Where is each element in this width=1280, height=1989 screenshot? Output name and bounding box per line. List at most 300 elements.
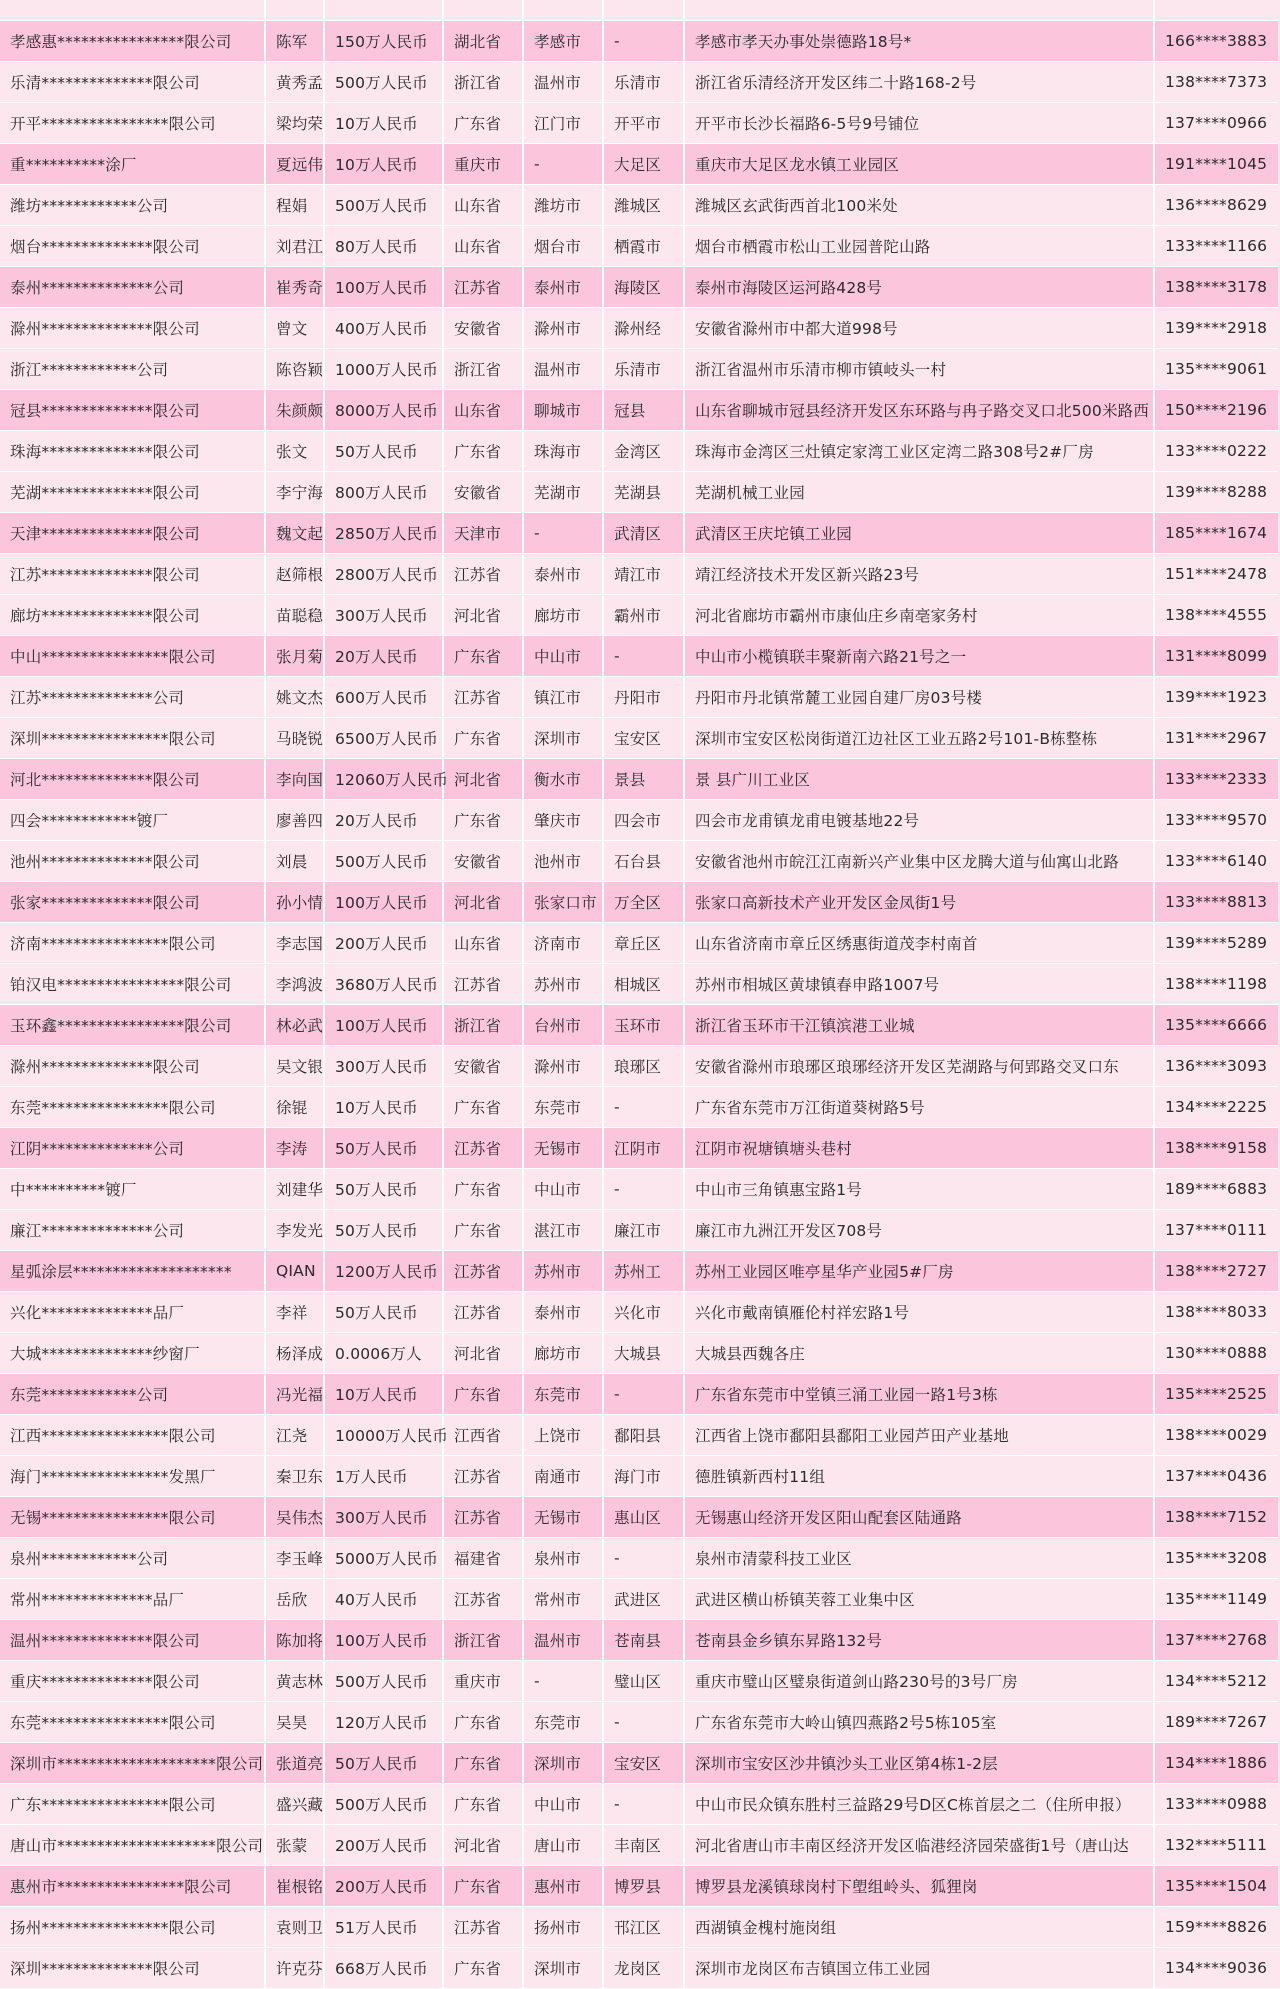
registered-capital-cell: 600万人民币 [324, 677, 443, 718]
province-cell: 安徽省 [443, 1046, 523, 1087]
contact-cell: 朱颜颇 [265, 390, 324, 431]
district-cell: 靖江市 [603, 554, 684, 595]
city-cell: 台州市 [523, 1005, 603, 1046]
table-row [0, 1743, 1280, 1784]
table-row [0, 308, 1280, 349]
address-cell: 重庆市璧山区璧泉街道剑山路230号的3号厂房 [684, 1661, 1154, 1702]
company-name-cell: 孝感惠****************限公司 [0, 21, 265, 62]
company-name-cell: 铂汉电****************限公司 [0, 964, 265, 1005]
table-row [0, 431, 1280, 472]
phone-cell: 133****0222 [1154, 431, 1280, 472]
address-cell: 广东省东莞市中堂镇三涌工业园一路1号3栋 [684, 1374, 1154, 1415]
city-cell: 无锡市 [523, 1497, 603, 1538]
company-name-cell: 东莞****************限公司 [0, 1702, 265, 1743]
table-row [0, 759, 1280, 800]
registered-capital-cell: 1200万人民币 [324, 1251, 443, 1292]
registered-capital-cell: 50万人民币 [324, 1128, 443, 1169]
table-row [0, 1825, 1280, 1866]
district-cell: - [603, 1538, 684, 1579]
table-row [0, 513, 1280, 554]
district-cell: - [603, 1784, 684, 1825]
phone-cell: 137****0436 [1154, 1456, 1280, 1497]
city-cell: 济南市 [523, 923, 603, 964]
phone-cell: 134****1886 [1154, 1743, 1280, 1784]
province-cell: 广东省 [443, 1087, 523, 1128]
registered-capital-cell: 500万人民币 [324, 185, 443, 226]
city-cell: 肇庆市 [523, 800, 603, 841]
phone-cell: 138****3178 [1154, 267, 1280, 308]
company-name-cell: 泰州**************公司 [0, 267, 265, 308]
phone-cell: 133****8813 [1154, 882, 1280, 923]
phone-cell: 138****8033 [1154, 1292, 1280, 1333]
table-row [0, 1538, 1280, 1579]
contact-cell: 李鸿波 [265, 964, 324, 1005]
district-cell [603, 0, 684, 21]
registered-capital-cell: 5000万人民币 [324, 1538, 443, 1579]
province-cell: 广东省 [443, 1866, 523, 1907]
province-cell: 河北省 [443, 1333, 523, 1374]
address-cell: 江阴市祝塘镇塘头巷村 [684, 1128, 1154, 1169]
phone-cell: 134****5212 [1154, 1661, 1280, 1702]
table-row [0, 349, 1280, 390]
city-cell: 扬州市 [523, 1907, 603, 1948]
company-name-cell: 深圳****************限公司 [0, 718, 265, 759]
province-cell: 江苏省 [443, 1251, 523, 1292]
city-cell: 温州市 [523, 62, 603, 103]
contact-cell: 李涛 [265, 1128, 324, 1169]
table-row [0, 1661, 1280, 1702]
province-cell: 江苏省 [443, 1907, 523, 1948]
province-cell: 浙江省 [443, 62, 523, 103]
city-cell [523, 0, 603, 21]
address-cell: 德胜镇新西村11组 [684, 1456, 1154, 1497]
contact-cell: 廖善四 [265, 800, 324, 841]
province-cell: 广东省 [443, 800, 523, 841]
phone-cell: 185****1674 [1154, 513, 1280, 554]
city-cell: 聊城市 [523, 390, 603, 431]
table-row [0, 1784, 1280, 1825]
company-name-cell: 河北**************限公司 [0, 759, 265, 800]
city-cell: 温州市 [523, 1620, 603, 1661]
province-cell: 江苏省 [443, 964, 523, 1005]
address-cell: 泉州市清蒙科技工业区 [684, 1538, 1154, 1579]
registered-capital-cell: 500万人民币 [324, 841, 443, 882]
city-cell: 廊坊市 [523, 595, 603, 636]
city-cell: 湛江市 [523, 1210, 603, 1251]
district-cell: 大足区 [603, 144, 684, 185]
phone-cell: 135****3208 [1154, 1538, 1280, 1579]
city-cell: 上饶市 [523, 1415, 603, 1456]
contact-cell: 陈咨颖 [265, 349, 324, 390]
registered-capital-cell: 8000万人民币 [324, 390, 443, 431]
contact-cell: 张月菊 [265, 636, 324, 677]
district-cell: - [603, 1374, 684, 1415]
address-cell: 安徽省滁州市琅琊区琅琊经济开发区芜湖路与何郢路交叉口东 [684, 1046, 1154, 1087]
phone-cell: 137****0111 [1154, 1210, 1280, 1251]
contact-cell: 马晓锐 [265, 718, 324, 759]
address-cell: 中山市小榄镇联丰聚新南六路21号之一 [684, 636, 1154, 677]
phone-cell: 139****8288 [1154, 472, 1280, 513]
district-cell: 琅琊区 [603, 1046, 684, 1087]
contact-cell: 冯光福 [265, 1374, 324, 1415]
registered-capital-cell: 50万人民币 [324, 1292, 443, 1333]
province-cell: 河北省 [443, 759, 523, 800]
province-cell: 广东省 [443, 103, 523, 144]
city-cell: 中山市 [523, 1784, 603, 1825]
district-cell: 金湾区 [603, 431, 684, 472]
phone-cell: 137****0966 [1154, 103, 1280, 144]
registered-capital-cell: 10万人民币 [324, 1374, 443, 1415]
contact-cell: 李玉峰 [265, 1538, 324, 1579]
company-name-cell: 廉江**************公司 [0, 1210, 265, 1251]
district-cell: 玉环市 [603, 1005, 684, 1046]
address-cell: 芜湖机械工业园 [684, 472, 1154, 513]
registered-capital-cell: 40万人民币 [324, 1579, 443, 1620]
phone-cell: 136****8629 [1154, 185, 1280, 226]
table-row [0, 718, 1280, 759]
city-cell: 衡水市 [523, 759, 603, 800]
company-name-cell: 济南****************限公司 [0, 923, 265, 964]
contact-cell: 袁则卫 [265, 1907, 324, 1948]
company-name-cell: 四会************镀厂 [0, 800, 265, 841]
phone-cell: 135****1149 [1154, 1579, 1280, 1620]
district-cell: 丹阳市 [603, 677, 684, 718]
table-row [0, 1579, 1280, 1620]
district-cell: 龙岗区 [603, 1948, 684, 1989]
company-name-cell: 中**********镀厂 [0, 1169, 265, 1210]
contact-cell: 孙小情 [265, 882, 324, 923]
address-cell: 开平市长沙长福路6-5号9号铺位 [684, 103, 1154, 144]
table-row [0, 1333, 1280, 1374]
address-cell: 苍南县金乡镇东昇路132号 [684, 1620, 1154, 1661]
address-cell: 安徽省池州市皖江江南新兴产业集中区龙腾大道与仙寓山北路 [684, 841, 1154, 882]
province-cell: 天津市 [443, 513, 523, 554]
city-cell: 深圳市 [523, 1948, 603, 1989]
registered-capital-cell: 150万人民币 [324, 21, 443, 62]
city-cell: 中山市 [523, 1169, 603, 1210]
phone-cell: 139****1923 [1154, 677, 1280, 718]
phone-cell: 138****9158 [1154, 1128, 1280, 1169]
province-cell: 福建省 [443, 1538, 523, 1579]
company-name-cell: 江苏**************公司 [0, 677, 265, 718]
company-name-cell: 惠州市****************限公司 [0, 1866, 265, 1907]
contact-cell: 李向国 [265, 759, 324, 800]
district-cell: 相城区 [603, 964, 684, 1005]
address-cell: 深圳市龙岗区布吉镇国立伟工业园 [684, 1948, 1154, 1989]
address-cell: 中山市三角镇惠宝路1号 [684, 1169, 1154, 1210]
company-name-cell: 东莞****************限公司 [0, 1087, 265, 1128]
province-cell: 浙江省 [443, 1005, 523, 1046]
province-cell: 浙江省 [443, 1620, 523, 1661]
contact-cell: 江尧 [265, 1415, 324, 1456]
phone-cell: 131****2967 [1154, 718, 1280, 759]
city-cell: 唐山市 [523, 1825, 603, 1866]
table-row [0, 1210, 1280, 1251]
table-row [0, 0, 1280, 21]
company-name-cell: 开平****************限公司 [0, 103, 265, 144]
company-name-cell: 中山****************限公司 [0, 636, 265, 677]
registered-capital-cell: 1000万人民币 [324, 349, 443, 390]
district-cell: - [603, 636, 684, 677]
city-cell: 孝感市 [523, 21, 603, 62]
registered-capital-cell: 400万人民币 [324, 308, 443, 349]
company-name-cell: 冠县**************限公司 [0, 390, 265, 431]
company-name-cell: 江阴**************公司 [0, 1128, 265, 1169]
company-name-cell: 玉环鑫****************限公司 [0, 1005, 265, 1046]
address-cell: 泰州市海陵区运河路428号 [684, 267, 1154, 308]
contact-cell: 张道亮 [265, 1743, 324, 1784]
contact-cell: 刘建华 [265, 1169, 324, 1210]
contact-cell: 秦卫东 [265, 1456, 324, 1497]
table-row [0, 1415, 1280, 1456]
district-cell: 霸州市 [603, 595, 684, 636]
registered-capital-cell: 0.0006万人 [324, 1333, 443, 1374]
province-cell: 广东省 [443, 431, 523, 472]
address-cell: 中山市民众镇东胜村三益路29号D区C栋首层之二（住所申报） [684, 1784, 1154, 1825]
city-cell: 东莞市 [523, 1702, 603, 1743]
phone-cell: 139****5289 [1154, 923, 1280, 964]
district-cell: - [603, 1702, 684, 1743]
city-cell: 泰州市 [523, 267, 603, 308]
registered-capital-cell: 300万人民币 [324, 1497, 443, 1538]
contact-cell: 夏远伟 [265, 144, 324, 185]
city-cell: 南通市 [523, 1456, 603, 1497]
address-cell: 四会市龙甫镇龙甫电镀基地22号 [684, 800, 1154, 841]
district-cell: - [603, 1087, 684, 1128]
table-row [0, 800, 1280, 841]
district-cell: 乐清市 [603, 62, 684, 103]
registered-capital-cell: 10000万人民币 [324, 1415, 443, 1456]
province-cell: 河北省 [443, 1825, 523, 1866]
district-cell: 丰南区 [603, 1825, 684, 1866]
city-cell: 江门市 [523, 103, 603, 144]
district-cell: 邗江区 [603, 1907, 684, 1948]
address-cell: 山东省济南市章丘区绣惠街道茂李村南首 [684, 923, 1154, 964]
district-cell: 武进区 [603, 1579, 684, 1620]
table-row [0, 1087, 1280, 1128]
registered-capital-cell: 50万人民币 [324, 1210, 443, 1251]
district-cell: 廉江市 [603, 1210, 684, 1251]
company-name-cell: 滁州**************限公司 [0, 308, 265, 349]
province-cell: 江苏省 [443, 1497, 523, 1538]
province-cell: 江苏省 [443, 1128, 523, 1169]
registered-capital-cell: 2850万人民币 [324, 513, 443, 554]
company-name-cell: 浙江************公司 [0, 349, 265, 390]
registered-capital-cell: 20万人民币 [324, 636, 443, 677]
phone-cell: 138****1198 [1154, 964, 1280, 1005]
city-cell: 泰州市 [523, 1292, 603, 1333]
province-cell: 江苏省 [443, 1456, 523, 1497]
city-cell: 芜湖市 [523, 472, 603, 513]
company-name-cell: 广东****************限公司 [0, 1784, 265, 1825]
registered-capital-cell: 100万人民币 [324, 1620, 443, 1661]
registered-capital-cell: 50万人民币 [324, 431, 443, 472]
registered-capital-cell: 500万人民币 [324, 1784, 443, 1825]
district-cell: 冠县 [603, 390, 684, 431]
company-name-cell: 深圳市********************限公司 [0, 1743, 265, 1784]
city-cell: 深圳市 [523, 718, 603, 759]
district-cell: 滁州经 [603, 308, 684, 349]
contact-cell: 魏文起 [265, 513, 324, 554]
registered-capital-cell: 1万人民币 [324, 1456, 443, 1497]
registered-capital-cell: 10万人民币 [324, 1087, 443, 1128]
table-row [0, 226, 1280, 267]
address-cell: 兴化市戴南镇雁伦村祥宏路1号 [684, 1292, 1154, 1333]
province-cell: 江苏省 [443, 677, 523, 718]
city-cell: 深圳市 [523, 1743, 603, 1784]
company-name-cell: 重**********涂厂 [0, 144, 265, 185]
province-cell: 江苏省 [443, 267, 523, 308]
district-cell: - [603, 1169, 684, 1210]
registered-capital-cell: 50万人民币 [324, 1169, 443, 1210]
phone-cell: 135****2525 [1154, 1374, 1280, 1415]
province-cell: 重庆市 [443, 144, 523, 185]
phone-cell: 138****7152 [1154, 1497, 1280, 1538]
province-cell: 河北省 [443, 595, 523, 636]
province-cell: 浙江省 [443, 349, 523, 390]
registered-capital-cell: 120万人民币 [324, 1702, 443, 1743]
contact-cell: 黄秀孟 [265, 62, 324, 103]
contact-cell: 张蒙 [265, 1825, 324, 1866]
city-cell: 东莞市 [523, 1374, 603, 1415]
contact-cell: 林必武 [265, 1005, 324, 1046]
table-row [0, 103, 1280, 144]
city-cell: - [523, 1661, 603, 1702]
address-cell: 江西省上饶市鄱阳县鄱阳工业园芦田产业基地 [684, 1415, 1154, 1456]
table-row [0, 841, 1280, 882]
address-cell: 安徽省滁州市中都大道998号 [684, 308, 1154, 349]
district-cell: 海陵区 [603, 267, 684, 308]
table-row [0, 636, 1280, 677]
province-cell: 广东省 [443, 1743, 523, 1784]
address-cell: 西湖镇金槐村施岗组 [684, 1907, 1154, 1948]
table-row [0, 1497, 1280, 1538]
phone-cell: 132****5111 [1154, 1825, 1280, 1866]
address-cell: 广东省东莞市万江街道葵树路5号 [684, 1087, 1154, 1128]
company-name-cell: 深圳**************限公司 [0, 1948, 265, 1989]
registered-capital-cell: 668万人民币 [324, 1948, 443, 1989]
province-cell [443, 0, 523, 21]
phone-cell: 135****1504 [1154, 1866, 1280, 1907]
registered-capital-cell: 2800万人民币 [324, 554, 443, 595]
table-row [0, 1046, 1280, 1087]
district-cell: 宝安区 [603, 1743, 684, 1784]
address-cell: 山东省聊城市冠县经济开发区东环路与冉子路交叉口北500米路西 [684, 390, 1154, 431]
company-name-cell: 珠海**************限公司 [0, 431, 265, 472]
company-name-cell: 重庆**************限公司 [0, 1661, 265, 1702]
contact-cell: 崔根铭 [265, 1866, 324, 1907]
phone-cell: 150****2196 [1154, 390, 1280, 431]
city-cell: 常州市 [523, 1579, 603, 1620]
contact-cell: 吴文银 [265, 1046, 324, 1087]
company-name-cell: 星弧涂层******************** [0, 1251, 265, 1292]
contact-cell: 杨泽成 [265, 1333, 324, 1374]
city-cell: 镇江市 [523, 677, 603, 718]
company-name-cell: 泉州************公司 [0, 1538, 265, 1579]
district-cell: 开平市 [603, 103, 684, 144]
contact-cell: 徐锟 [265, 1087, 324, 1128]
address-cell: 深圳市宝安区沙井镇沙头工业区第4栋1-2层 [684, 1743, 1154, 1784]
phone-cell: 134****2225 [1154, 1087, 1280, 1128]
contact-cell: 许克芬 [265, 1948, 324, 1989]
province-cell: 山东省 [443, 923, 523, 964]
district-cell: 潍城区 [603, 185, 684, 226]
phone-cell: 138****2727 [1154, 1251, 1280, 1292]
phone-cell: 159****8826 [1154, 1907, 1280, 1948]
company-name-cell: 江苏**************限公司 [0, 554, 265, 595]
address-cell: 孝感市孝天办事处崇德路18号* [684, 21, 1154, 62]
phone-cell: 134****9036 [1154, 1948, 1280, 1989]
company-name-cell: 潍坊************公司 [0, 185, 265, 226]
table-row [0, 1251, 1280, 1292]
table-row [0, 1907, 1280, 1948]
table-row [0, 1374, 1280, 1415]
phone-cell: 139****2918 [1154, 308, 1280, 349]
address-cell: 河北省廊坊市霸州市康仙庄乡南亳家务村 [684, 595, 1154, 636]
city-cell: 温州市 [523, 349, 603, 390]
company-name-cell [0, 0, 265, 21]
province-cell: 广东省 [443, 1210, 523, 1251]
table-row [0, 1702, 1280, 1743]
city-cell: 无锡市 [523, 1128, 603, 1169]
registered-capital-cell: 500万人民币 [324, 1661, 443, 1702]
city-cell: 珠海市 [523, 431, 603, 472]
district-cell: 石台县 [603, 841, 684, 882]
table-row [0, 595, 1280, 636]
address-cell: 景 县广川工业区 [684, 759, 1154, 800]
table-row [0, 1005, 1280, 1046]
company-name-cell: 扬州****************限公司 [0, 1907, 265, 1948]
company-name-cell: 无锡****************限公司 [0, 1497, 265, 1538]
table-row [0, 185, 1280, 226]
district-cell: 海门市 [603, 1456, 684, 1497]
contact-cell: 吴昊 [265, 1702, 324, 1743]
province-cell: 山东省 [443, 390, 523, 431]
registered-capital-cell: 200万人民币 [324, 1825, 443, 1866]
district-cell: 景县 [603, 759, 684, 800]
address-cell: 浙江省乐清经济开发区纬二十路168-2号 [684, 62, 1154, 103]
district-cell: 万全区 [603, 882, 684, 923]
phone-cell: 133****6140 [1154, 841, 1280, 882]
registered-capital-cell: 100万人民币 [324, 267, 443, 308]
table-row [0, 677, 1280, 718]
province-cell: 山东省 [443, 226, 523, 267]
company-name-cell: 天津**************限公司 [0, 513, 265, 554]
address-cell: 深圳市宝安区松岗街道江边社区工业五路2号101-B栋整栋 [684, 718, 1154, 759]
registered-capital-cell: 51万人民币 [324, 1907, 443, 1948]
district-cell: 博罗县 [603, 1866, 684, 1907]
table-row [0, 1456, 1280, 1497]
contact-cell: 李祥 [265, 1292, 324, 1333]
address-cell: 大城县西魏各庄 [684, 1333, 1154, 1374]
registered-capital-cell: 300万人民币 [324, 595, 443, 636]
company-name-cell: 张家**************限公司 [0, 882, 265, 923]
city-cell: 滁州市 [523, 1046, 603, 1087]
table-row [0, 21, 1280, 62]
table-row [0, 1948, 1280, 1989]
district-cell: 苍南县 [603, 1620, 684, 1661]
phone-cell: 133****2333 [1154, 759, 1280, 800]
phone-cell: 138****7373 [1154, 62, 1280, 103]
address-cell: 重庆市大足区龙水镇工业园区 [684, 144, 1154, 185]
contact-cell: 李宁海 [265, 472, 324, 513]
phone-cell: 131****8099 [1154, 636, 1280, 677]
address-cell: 靖江经济技术开发区新兴路23号 [684, 554, 1154, 595]
province-cell: 广东省 [443, 1169, 523, 1210]
district-cell: 大城县 [603, 1333, 684, 1374]
registered-capital-cell: 50万人民币 [324, 1743, 443, 1784]
contact-cell: 崔秀奇 [265, 267, 324, 308]
